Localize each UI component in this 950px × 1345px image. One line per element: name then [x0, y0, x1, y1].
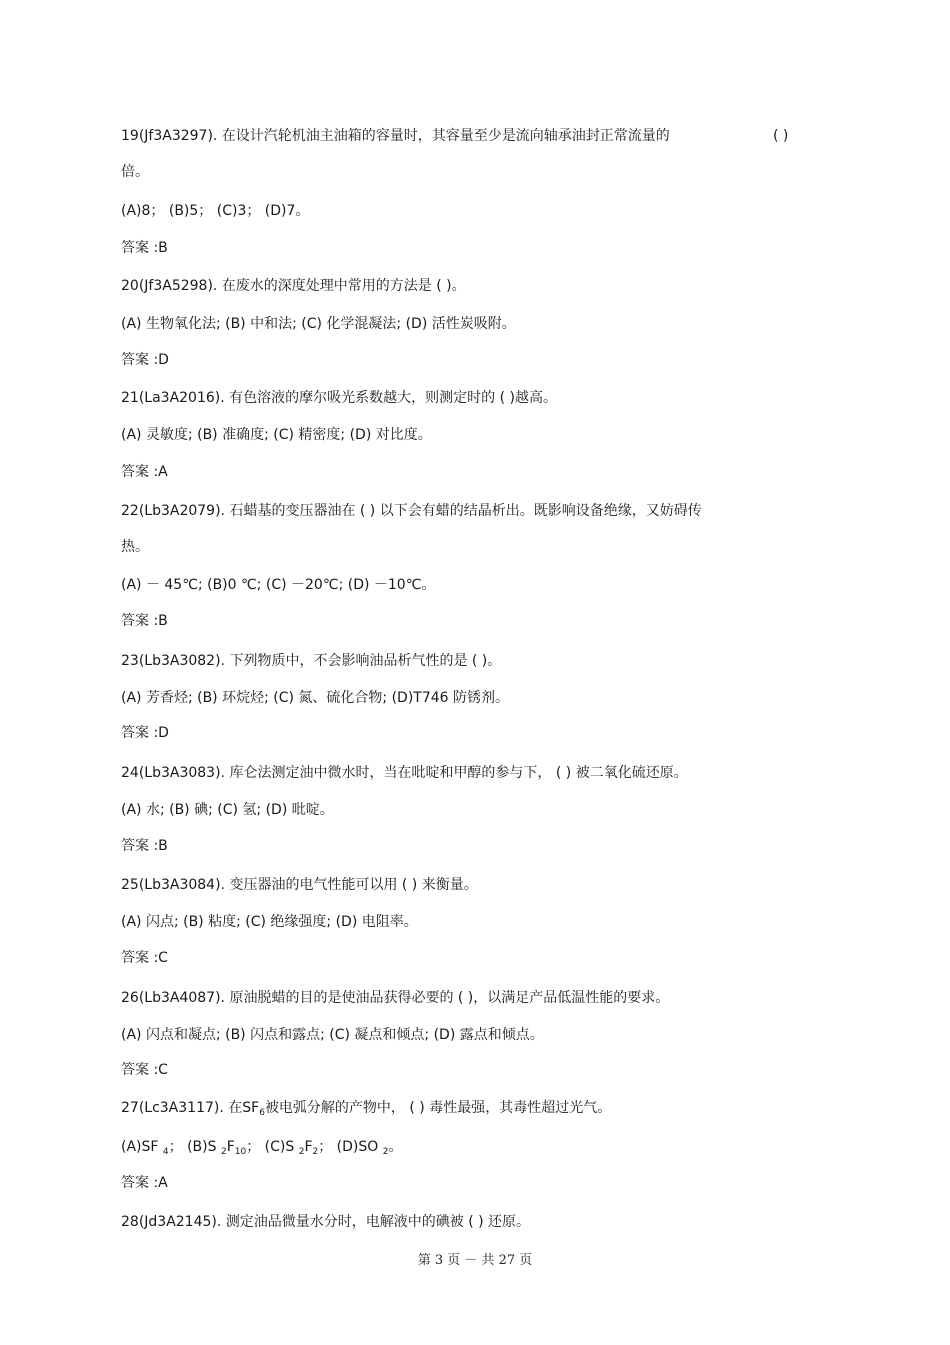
question-27-stem	[121, 1098, 611, 1118]
question-21-answer: 答案 :A	[121, 464, 168, 480]
question-27-option-sub: 2	[220, 1147, 227, 1157]
question-24-stem: 24(Lb3A3083). 库仑法测定油中微水时，当在吡啶和甲醇的参与下， ( ) 被二氧化硫还原。	[121, 765, 688, 781]
question-22-answer: 答案 :B	[121, 613, 168, 629]
question-20-answer: 答案 :D	[121, 352, 169, 368]
question-27-option-text: (A)SF	[121, 1139, 163, 1155]
question-27-option-text: 。	[388, 1139, 403, 1155]
question-25-answer: 答案 :C	[121, 950, 168, 966]
question-27-option-text: F	[226, 1139, 235, 1155]
question-24-answer: 答案 :B	[121, 838, 168, 854]
question-23-stem: 23(Lb3A3082). 下列物质中，不会影响油品析气性的是 ( )。	[121, 653, 502, 669]
question-22-stem: 22(Lb3A2079). 石蜡基的变压器油在 ( ) 以下会有蜡的结晶析出。既影响设备绝缘，又妨碍传	[121, 503, 702, 519]
question-19-answer: 答案 :B	[121, 240, 168, 256]
question-19-stem-cont: 倍。	[121, 164, 149, 180]
question-27-option-sub: 2	[298, 1147, 305, 1157]
question-27-option-text: ； (C)S	[246, 1139, 299, 1155]
question-22-stem-cont: 热。	[121, 539, 149, 555]
question-24-options: (A) 水; (B) 碘; (C) 氢; (D) 吡啶。	[121, 802, 334, 818]
question-27-option-text: F	[304, 1139, 313, 1155]
question-19-options: (A)8； (B)5； (C)3； (D)7。	[121, 203, 310, 219]
question-19-stem: 19(Jf3A3297). 在设计汽轮机油主油箱的容量时，其容量至少是流向轴承油封正常流量的	[121, 128, 670, 144]
question-27-option-sub: 2	[382, 1147, 389, 1157]
question-27-stem-a: 27(Lc3A3117). 在SF	[121, 1100, 260, 1116]
question-27-stem-b: 被电弧分解的产物中， ( ) 毒性最强，其毒性超过光气。	[264, 1100, 612, 1116]
question-26-options: (A) 闪点和凝点; (B) 闪点和露点; (C) 凝点和倾点; (D) 露点和倾点。	[121, 1027, 544, 1043]
question-27-stem-sub: 6	[259, 1108, 265, 1118]
question-21-stem: 21(La3A2016). 有色溶液的摩尔吸光系数越大，则测定时的 ( )越高。	[121, 390, 557, 406]
page-footer: 第 3 页 － 共 27 页	[417, 1253, 533, 1268]
question-27-option-text: ； (B)S	[168, 1139, 221, 1155]
question-27-option-sub: 4	[162, 1147, 169, 1157]
question-25-stem: 25(Lb3A3084). 变压器油的电气性能可以用 ( ) 来衡量。	[121, 877, 478, 893]
question-20-stem: 20(Jf3A5298). 在废水的深度处理中常用的方法是 ( )。	[121, 278, 466, 294]
question-23-answer: 答案 :D	[121, 725, 169, 741]
question-26-answer: 答案 :C	[121, 1062, 168, 1078]
question-23-options: (A) 芳香烃; (B) 环烷烃; (C) 氮、硫化合物; (D)T746 防锈剂。	[121, 690, 510, 706]
question-20-options: (A) 生物氧化法; (B) 中和法; (C) 化学混凝法; (D) 活性炭吸附。	[121, 316, 516, 332]
question-27-option-text: ； (D)SO	[318, 1139, 383, 1155]
question-19-bracket: ( )	[773, 128, 789, 144]
question-26-stem: 26(Lb3A4087). 原油脱蜡的目的是使油品获得必要的 ( )，以满足产品低温性能的要求。	[121, 990, 670, 1006]
question-21-options: (A) 灵敏度; (B) 准确度; (C) 精密度; (D) 对比度。	[121, 427, 432, 443]
question-27-option-sub: 2	[312, 1147, 319, 1157]
question-27-answer: 答案 :A	[121, 1175, 168, 1191]
question-25-options: (A) 闪点; (B) 粘度; (C) 绝缘强度; (D) 电阻率。	[121, 914, 418, 930]
question-22-options: (A) － 45℃; (B)0 ℃; (C) －20℃; (D) －10℃。	[121, 577, 436, 593]
question-27-options	[121, 1137, 402, 1157]
question-28-stem: 28(Jd3A2145). 测定油品微量水分时，电解液中的碘被 ( ) 还原。	[121, 1214, 531, 1230]
question-27-option-sub: 10	[234, 1147, 247, 1157]
